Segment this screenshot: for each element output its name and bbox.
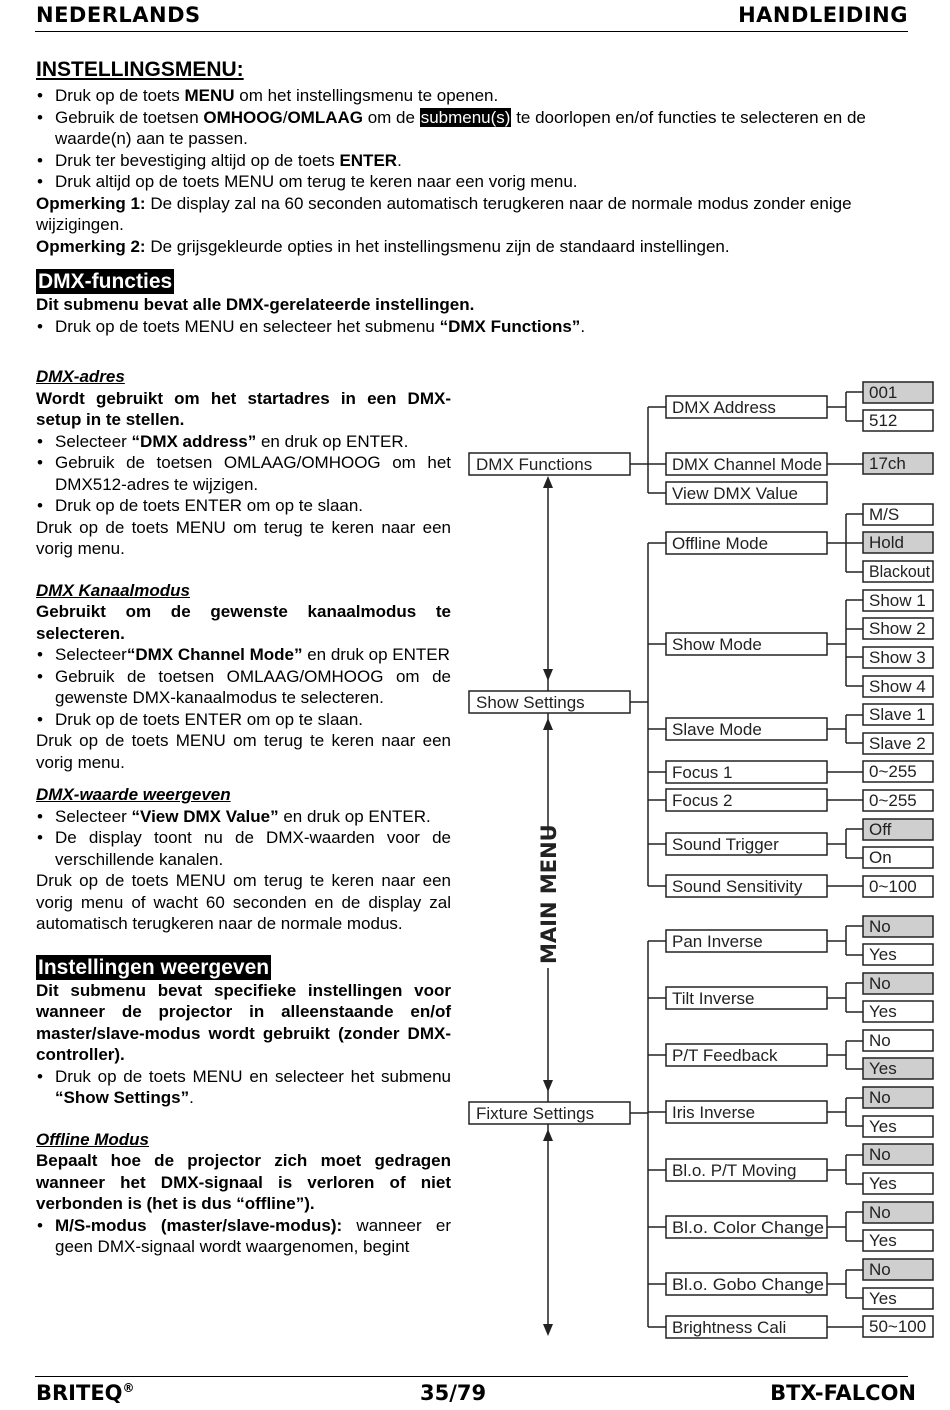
connector-offline-mode [827, 514, 863, 572]
option-feedback-yes: Yes [869, 1059, 897, 1078]
footer-model: BTX-FALCON [770, 1381, 916, 1405]
option-blo-pt-yes: Yes [869, 1174, 897, 1193]
text: en druk op ENTER [302, 645, 450, 664]
key-menu: MENU [184, 86, 235, 105]
option-slave-1: Slave 1 [869, 705, 926, 724]
adres-bullet-3: • Druk op de toets ENTER om op te slaan. [36, 495, 451, 517]
subsection-title-kanaalmodus: DMX Kanaalmodus [36, 580, 190, 600]
option-blo-gobo-no: No [869, 1260, 891, 1279]
text: Gebruik de toetsen [55, 107, 204, 127]
registered-mark: ® [122, 1381, 135, 1395]
submenu-boxes [666, 396, 827, 1338]
intro-bullet-4: • Druk altijd op de toets MENU om terug te keren naar een vorig menu. [36, 171, 918, 193]
dmx-lead: Dit submenu bevat alle DMX-gerelateerde instellingen. [36, 295, 475, 314]
option-sensitivity-range: 0~100 [869, 877, 917, 896]
page-number: 35/79 [420, 1381, 487, 1405]
section-title-show-settings: Instellingen weergeven [38, 955, 270, 979]
main-menu-label: MAIN MENU [537, 824, 561, 964]
sub-label-offline-mode: Offline Mode [672, 534, 769, 553]
connector-dmx [630, 407, 666, 493]
text: wanneer er geen DMX-signaal wordt waargenomen, begint [55, 1215, 451, 1256]
text: te doorlopen en/of functies te selecteren en de waarde(n) aan te passen. [55, 107, 866, 148]
connector-iris-inverse [827, 1098, 863, 1126]
sub-label-dmx-address: DMX Address [672, 398, 776, 417]
main-label-show-settings: Show Settings [476, 693, 585, 712]
sub-label-sound-trigger: Sound Trigger [672, 835, 779, 854]
option-hold: Hold [869, 533, 904, 552]
option-blo-color-yes: Yes [869, 1231, 897, 1250]
sub-label-tilt-inverse: Tilt Inverse [672, 989, 755, 1008]
option-blo-gobo-yes: Yes [869, 1289, 897, 1308]
text: Selecteer [55, 645, 127, 664]
text: om de [363, 107, 420, 127]
brand-name: BRITEQ [36, 1381, 123, 1405]
option-show-1: Show 1 [869, 591, 926, 610]
menu-name: “DMX Channel Mode” [126, 645, 303, 664]
connector-fixture [630, 941, 666, 1327]
menu-name: “View DMX Value” [131, 806, 279, 826]
key-down: OMLAAG [287, 107, 363, 127]
adres-lead: Wordt gebruikt om het startadres in een DMX-setup in te stellen. [36, 388, 451, 429]
text: Selecteer [55, 431, 132, 451]
option-boxes [863, 382, 933, 1337]
offline-lead: Bepaalt hoe de projector zich moet gedragen wanneer het DMX-signaal is verloren of niet verbonden is (het is dus “offline”). [36, 1151, 451, 1213]
text: Druk op de toets MENU en selecteer het submenu [55, 316, 440, 336]
option-show-3: Show 3 [869, 648, 926, 667]
adres-bullet-2: • Gebruik de toetsen OMLAAG/OMHOOG om het DMX512-adres te wijzigen. [36, 452, 451, 495]
option-off: Off [869, 820, 892, 839]
kanaal-bullet-3: • Druk op de toets ENTER om op te slaan. [36, 709, 451, 731]
option-tilt-yes: Yes [869, 1002, 897, 1021]
text: en druk op ENTER. [256, 431, 409, 451]
note-text: De grijsgekleurde opties in het instellingsmenu zijn de standaard instellingen. [145, 236, 730, 256]
footer-rule [35, 1376, 908, 1377]
connector-pan-inverse [827, 926, 863, 955]
note-label: Opmerking 1: [36, 193, 146, 213]
option-show-4: Show 4 [869, 677, 926, 696]
option-feedback-no: No [869, 1031, 891, 1050]
sub-label-blo-color-change: Bl.o. Color Change [672, 1218, 824, 1237]
header-doc-type: HANDLEIDING [738, 3, 908, 27]
option-show-2: Show 2 [869, 619, 926, 638]
option-iris-yes: Yes [869, 1117, 897, 1136]
highlighted-term: submenu(s) [420, 107, 511, 127]
text: . [580, 316, 586, 336]
sub-label-focus-1: Focus 1 [672, 763, 733, 782]
menu-name: “DMX Functions” [439, 316, 581, 336]
option-ms: M/S [869, 505, 900, 524]
kanaal-lead: Gebruikt om de gewenste kanaalmodus te selecteren. [36, 602, 451, 643]
text: Druk op de toets MENU en selecteer het submenu [55, 1066, 451, 1086]
sub-label-brightness-cali: Brightness Cali [672, 1318, 787, 1337]
waarde-bullet-2: • De display toont nu de DMX-waarden voor de verschillende kanalen. [36, 827, 451, 870]
arrow-down-icon [543, 669, 553, 681]
kanaal-bullet-2: • Gebruik de toetsen OMLAAG/OMHOOG om de gewenste DMX-kanaalmodus te selecteren. [36, 666, 451, 709]
option-focus-1-range: 0~255 [869, 762, 917, 781]
connector-blo-pt [827, 1155, 863, 1184]
text: en druk op ENTER. [278, 806, 431, 826]
sub-label-blo-gobo-change: Bl.o. Gobo Change [672, 1275, 824, 1294]
key-up: OMHOOG [203, 107, 283, 127]
waarde-end: Druk op de toets MENU om terug te keren naar een vorig menu of wacht 60 seconden en de display zal automatisch terugkeren naar de normale modus. [36, 871, 451, 933]
text: Druk op de toets [55, 86, 185, 105]
connector-sound-trigger [827, 829, 863, 858]
header-language: NEDERLANDS [36, 3, 201, 27]
sub-label-iris-inverse: Iris Inverse [672, 1103, 756, 1122]
sub-label-sound-sensitivity: Sound Sensitivity [672, 877, 803, 896]
option-blo-pt-no: No [869, 1145, 891, 1164]
option-focus-2-range: 0~255 [869, 791, 917, 810]
option-blo-color-no: No [869, 1203, 891, 1222]
kanaal-end: Druk op de toets MENU om terug te keren naar een vorig menu. [36, 731, 451, 772]
connector-tilt-inverse [827, 983, 863, 1012]
arrow-up-icon [543, 1129, 553, 1141]
connector-dmx-address [827, 392, 863, 421]
sub-label-show-mode: Show Mode [672, 635, 762, 654]
text: . [397, 150, 402, 170]
sub-label-dmx-channel-mode: DMX Channel Mode [672, 455, 822, 474]
option-17ch: 17ch [869, 454, 906, 473]
connector-slave-mode [827, 715, 863, 743]
arrow-up-icon [543, 476, 553, 488]
sub-label-slave-mode: Slave Mode [672, 720, 762, 739]
sub-label-pt-feedback: P/T Feedback [672, 1046, 778, 1065]
option-tilt-no: No [869, 974, 891, 993]
option-iris-no: No [869, 1088, 891, 1107]
sub-label-blo-pt-moving: Bl.o. P/T Moving [672, 1161, 797, 1180]
sub-label-focus-2: Focus 2 [672, 791, 733, 810]
intro-title: INSTELLINGSMENU: [36, 58, 244, 81]
sub-label-pan-inverse: Pan Inverse [672, 932, 763, 951]
option-brightness-range: 50~100 [869, 1317, 927, 1336]
menu-name: “Show Settings” [55, 1088, 190, 1107]
option-001: 001 [869, 383, 898, 402]
arrow-up-icon [543, 718, 553, 730]
arrow-down-icon [543, 1324, 553, 1336]
menu-name: “DMX address” [131, 431, 257, 451]
connector-show-mode [827, 600, 863, 686]
option-pan-yes: Yes [869, 945, 897, 964]
option-512: 512 [869, 411, 898, 430]
text: . [189, 1088, 194, 1107]
connector-blo-color [827, 1212, 863, 1241]
adres-end: Druk op de toets MENU om terug te keren naar een vorig menu. [36, 517, 451, 558]
note-label: Opmerking 2: [36, 236, 146, 256]
note-text: De display zal na 60 seconden automatisch terugkeren naar de normale modus zonder enige wijzigingen. [36, 193, 852, 234]
subsection-title-dmx-adres: DMX-adres [36, 367, 125, 386]
text: om het instellingsmenu te openen. [234, 86, 499, 105]
subsection-title-offline: Offline Modus [36, 1129, 150, 1149]
subsection-title-dmx-waarde: DMX-waarde weergeven [36, 785, 231, 804]
option-on: On [869, 848, 892, 867]
show-lead: Dit submenu bevat specifieke instellingen voor wanneer de projector in alleenstaande en/of master/slave-modus wordt gebruikt (zonder DMX-controller). [36, 980, 451, 1064]
connector-show [630, 543, 666, 886]
option-slave-2: Slave 2 [869, 734, 926, 753]
text: Druk ter bevestiging altijd op de toets [55, 150, 340, 170]
option-pan-no: No [869, 917, 891, 936]
sub-label-view-dmx-value: View DMX Value [672, 484, 798, 503]
mode-name: M/S-modus (master/slave-modus): [55, 1215, 343, 1235]
connector-blo-gobo [827, 1270, 863, 1298]
main-label-dmx-functions: DMX Functions [476, 455, 593, 474]
connector-pt-feedback [827, 1041, 863, 1069]
footer-brand [36, 1381, 135, 1405]
option-blackout: Blackout [869, 562, 931, 581]
text: / [282, 107, 288, 127]
section-title-dmx: DMX-functies [38, 270, 173, 293]
text: Selecteer [55, 806, 132, 826]
arrow-down-icon [543, 1080, 553, 1092]
key-enter: ENTER [339, 150, 398, 170]
main-label-fixture-settings: Fixture Settings [476, 1104, 595, 1123]
